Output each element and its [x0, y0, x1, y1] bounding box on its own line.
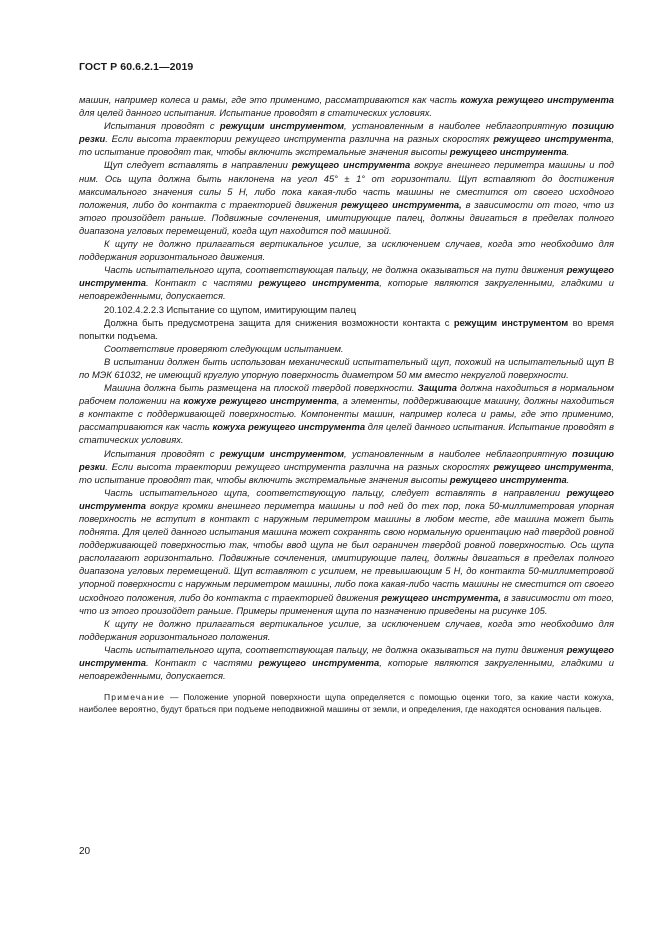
term: режущего инструмента: [449, 473, 567, 485]
term: кожуха режущего инструмента: [460, 94, 614, 105]
paragraph: К щупу не должно прилагаться вертикальное усилие, за исключением случаев, когда это необходимо для поддержания горизонтального положения.: [79, 617, 614, 642]
page-number: 20: [79, 846, 91, 857]
term: режущим инструментом: [219, 120, 345, 132]
note-text: — Положение упорной поверхности щупа определяется с помощью оценки того, за какие части кожуха, наиболее вероятно, будут браться при подъеме неподвижной машины от земли, и определения, где находятся основания пальцев.: [79, 692, 614, 715]
page-content: [79, 93, 614, 715]
paragraph: Должна быть предусмотрена защита для снижения возможности контакта с режущим инструментом во время попытки подъема.: [79, 316, 614, 341]
term: режущего инструмента: [79, 643, 614, 669]
term: режущим инструментом: [219, 447, 345, 459]
paragraph: Испытания проводят с режущим инструментом, установленным в наиболее неблагоприятную позицию резки. Если высота траектории режущего инструмента различна на разных скоростях режущего инструмента, то испытание проводят так, чтобы включить экстремальные значения высоты режущего инструмента.: [79, 120, 614, 158]
paragraph: Машина должна быть размещена на плоской твердой поверхности. Защита должна находиться в нормальном рабочем положении на кожухе режущего инструмента, а элементы, поддерживающие машину, должны находиться в контакте с поддерживающей поверхностью. Компоненты машин, например колеса и рамы, где это применимо, рассматриваются как часть кожуха режущего инструмента для целей данного испытания. Испытание проводят в статических условиях.: [79, 382, 615, 446]
paragraph: Испытания проводят с режущим инструментом, установленным в наиболее неблагоприятную позицию резки. Если высота траектории режущего инструмента различна на разных скоростях режущего инструмента, то испытание проводят так, чтобы включить экстремальные значения высоты режущего инструмента.: [79, 447, 614, 485]
section-heading: 20.102.4.2.2.3 Испытание со щупом, имитирующим палец: [104, 303, 357, 315]
term: режущего инструмента: [79, 264, 614, 289]
term: режущим инструментом: [453, 316, 569, 328]
term: режущего инструмента: [258, 657, 380, 669]
term: режущего инструмента: [291, 159, 411, 171]
paragraph: Часть испытательного щупа, соответствующая пальцу, не должна оказываться на пути движения режущего инструмента. Контакт с частями режущего инструмента, которые являются закругленными, гладкими и неповрежденными, допускается.: [79, 264, 614, 302]
note-label: Примечание: [104, 692, 166, 703]
term: кожухе режущего инструмента: [183, 395, 337, 407]
term: режущего инструмента: [258, 277, 380, 289]
term: позицию резки: [79, 447, 614, 472]
paragraph: Часть испытательного щупа, соответствующая пальцу, не должна оказываться на пути движения режущего инструмента. Контакт с частями режущего инструмента, которые являются закругленными, гладкими и неповрежденными, допускается.: [79, 643, 614, 682]
term: режущего инструмента,: [341, 198, 462, 210]
paragraph: К щупу не должно прилагаться вертикальное усилие, за исключением случаев, когда это необходимо для поддержания горизонтального движения.: [79, 238, 614, 263]
paragraph: Щуп следует вставлять в направлении режущего инструмента вокруг внешнего периметра машины и под ним. Ось щупа должна быть наклонена на угол 45° ± 1° от горизонтали. Щуп вставляют до достижения максимального значения силы 5 Н, либо пока какая-либо часть машины не сместится от своего исходного положения, либо до контакта с траекторией движения режущего инструмента, в зависимости от того, что из этого произойдет раньше. Подвижные сочленения, имитирующие палец, должны двигаться в пределах полного диапазона угловых перемещений, когда щуп находится под машиной.: [79, 159, 614, 236]
term: Защита: [417, 382, 457, 394]
paragraph: машин, например колеса и рамы, где это применимо, рассматриваются как часть кожуха режущего инструмента для целей данного испытания. Испытание проводят в статических условиях.: [79, 94, 614, 119]
term: позицию резки: [79, 120, 614, 145]
note: [79, 691, 614, 715]
paragraph: Соответствие проверяют следующим испытанием.: [104, 342, 344, 354]
term: режущего инструмента,: [381, 591, 501, 603]
term: режущего инструмента: [449, 146, 567, 158]
term: режущего инструмента: [493, 133, 612, 145]
paragraph: Часть испытательного щупа, соответствующую пальцу, следует вставлять в направлении режущего инструмента вокруг кромки внешнего периметра машины и под ней до тех пор, пока 50-миллиметровая упорная поверхность не вступит в контакт с наружным периметром машины в любом месте, где машина может быть поднята. Для целей данного испытания машина может сохранять свою нормальную ориентацию над твердой ровной поддерживающей поверхностью так, чтобы ввод щупа не был ограничен твердой ровной поверхностью. Ось щупа располагают горизонтально. Подвижные сочленения, имитирующие палец, должны двигаться в пределах полного диапазона угловых перемещений. Щуп вставляют с усилием, не превышающим 5 Н, до контакта 50-миллиметровой упорной поверхности с наружным периметром машины, либо пока какая-либо часть машины не сместится от своего исходного положения, либо до контакта с траекторией движения режущего инструмента, в зависимости от того, что из этого произойдет раньше. Примеры применения щупа по назначению приведены на рисунке 105.: [79, 486, 615, 616]
term: режущего инструмента: [493, 460, 612, 472]
term: кожуха режущего инструмента: [212, 421, 366, 433]
term: режущего инструмента: [79, 486, 614, 511]
document-header: ГОСТ Р 60.6.2.1—2019: [79, 61, 194, 73]
paragraph: В испытании должен быть использован механический испытательный щуп, похожий на испытательный щуп В по МЭК 61032, не имеющий круглую упорную поверхность диаметром 50 мм вместо некруглой поверхности.: [79, 355, 614, 380]
